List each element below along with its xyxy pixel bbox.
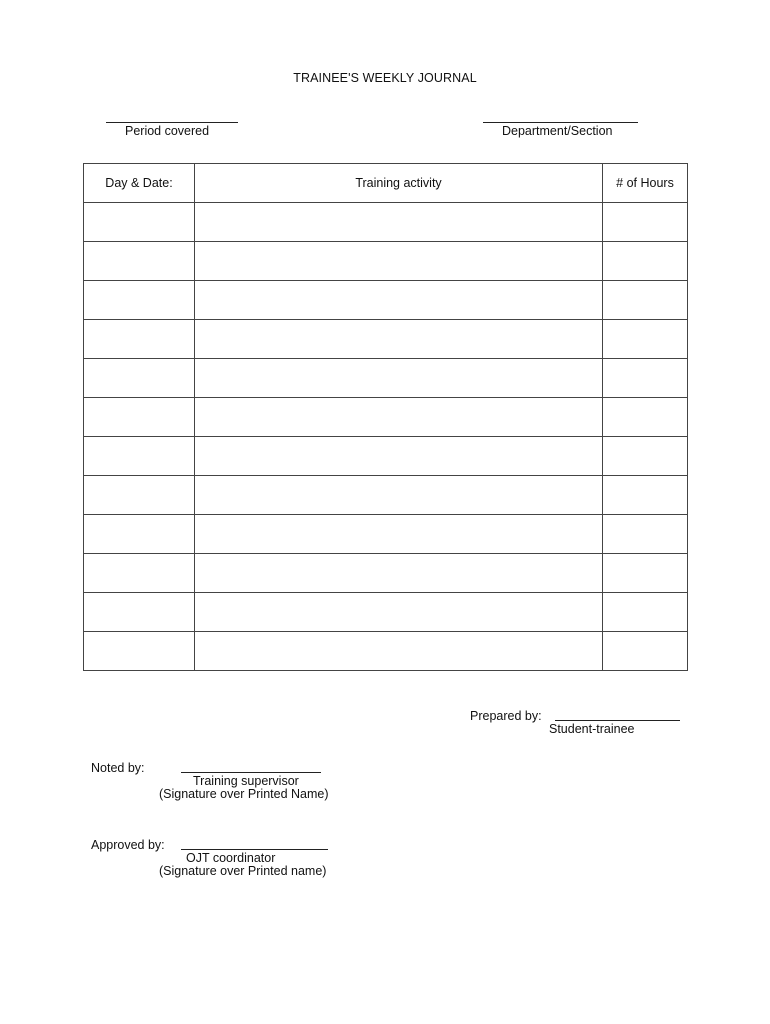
day-date-cell[interactable]: [84, 515, 195, 554]
training-activity-cell[interactable]: [195, 398, 603, 437]
training-activity-cell[interactable]: [195, 203, 603, 242]
column-header-training-activity: Training activity: [195, 164, 603, 203]
table-header-row: [84, 164, 688, 203]
approved-by-role: OJT coordinator: [186, 851, 276, 865]
training-activity-cell[interactable]: [195, 242, 603, 281]
journal-table: [83, 163, 688, 671]
hours-cell[interactable]: [603, 437, 688, 476]
period-covered-line[interactable]: [106, 122, 238, 123]
approved-by-label: Approved by:: [91, 838, 165, 852]
hours-cell[interactable]: [603, 593, 688, 632]
training-activity-cell[interactable]: [195, 476, 603, 515]
page-title: TRAINEE'S WEEKLY JOURNAL: [293, 71, 477, 85]
hours-cell[interactable]: [603, 515, 688, 554]
noted-by-role: Training supervisor: [193, 774, 299, 788]
department-section-line[interactable]: [483, 122, 638, 123]
hours-cell[interactable]: [603, 320, 688, 359]
prepared-by-role: Student-trainee: [549, 722, 635, 736]
column-header-hours: # of Hours: [603, 164, 688, 203]
noted-by-note: (Signature over Printed Name): [159, 787, 329, 801]
training-activity-cell[interactable]: [195, 632, 603, 671]
training-activity-cell[interactable]: [195, 359, 603, 398]
hours-cell[interactable]: [603, 476, 688, 515]
table-row: [84, 281, 688, 320]
day-date-cell[interactable]: [84, 242, 195, 281]
table-row: [84, 632, 688, 671]
table-row: [84, 398, 688, 437]
day-date-cell[interactable]: [84, 320, 195, 359]
table-row: [84, 554, 688, 593]
training-activity-cell[interactable]: [195, 593, 603, 632]
training-activity-cell[interactable]: [195, 515, 603, 554]
hours-cell[interactable]: [603, 554, 688, 593]
approved-by-signature-line[interactable]: [181, 849, 328, 850]
day-date-cell[interactable]: [84, 398, 195, 437]
training-activity-cell[interactable]: [195, 554, 603, 593]
table-row: [84, 515, 688, 554]
journal-body: [84, 203, 688, 671]
day-date-cell[interactable]: [84, 203, 195, 242]
training-activity-cell[interactable]: [195, 281, 603, 320]
hours-cell[interactable]: [603, 632, 688, 671]
day-date-cell[interactable]: [84, 593, 195, 632]
hours-cell[interactable]: [603, 203, 688, 242]
hours-cell[interactable]: [603, 359, 688, 398]
table-row: [84, 437, 688, 476]
table-row: [84, 359, 688, 398]
approved-by-note: (Signature over Printed name): [159, 864, 327, 878]
day-date-cell[interactable]: [84, 554, 195, 593]
table-row: [84, 476, 688, 515]
training-activity-cell[interactable]: [195, 320, 603, 359]
day-date-cell[interactable]: [84, 281, 195, 320]
noted-by-label: Noted by:: [91, 761, 145, 775]
period-covered-label: Period covered: [125, 124, 210, 138]
prepared-by-signature-line[interactable]: [555, 720, 680, 721]
table-row: [84, 203, 688, 242]
noted-by-signature-line[interactable]: [181, 772, 321, 773]
department-section-label: Department/Section: [502, 124, 613, 138]
training-activity-cell[interactable]: [195, 437, 603, 476]
hours-cell[interactable]: [603, 242, 688, 281]
day-date-cell[interactable]: [84, 476, 195, 515]
day-date-cell[interactable]: [84, 632, 195, 671]
day-date-cell[interactable]: [84, 359, 195, 398]
table-row: [84, 242, 688, 281]
day-date-cell[interactable]: [84, 437, 195, 476]
table-row: [84, 320, 688, 359]
hours-cell[interactable]: [603, 281, 688, 320]
column-header-day-date: Day & Date:: [84, 164, 195, 203]
prepared-by-label: Prepared by:: [470, 709, 542, 723]
table-row: [84, 593, 688, 632]
hours-cell[interactable]: [603, 398, 688, 437]
